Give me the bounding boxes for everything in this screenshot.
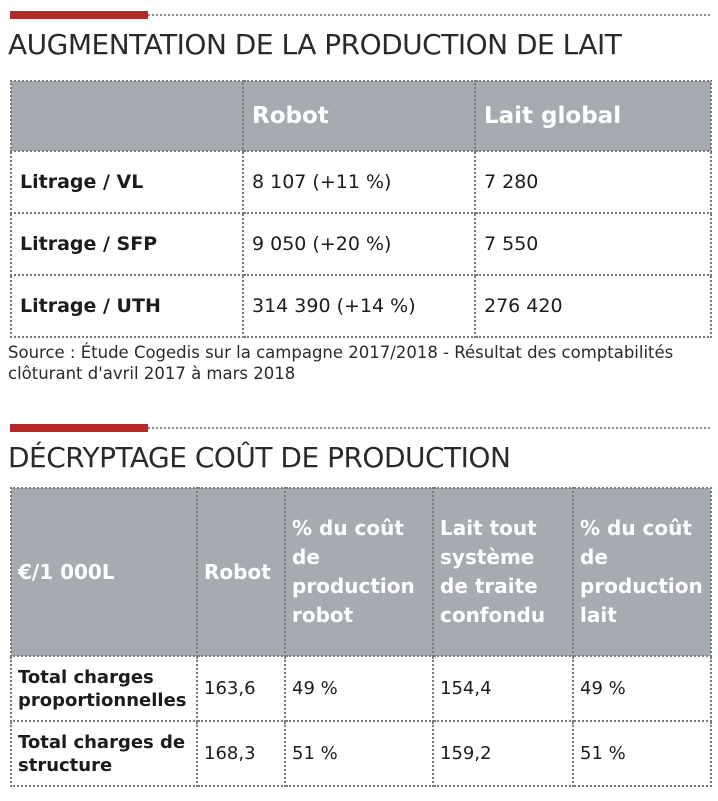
header-cell: €/1 000L (11, 488, 197, 656)
table-row (11, 151, 711, 213)
header-cell: Robot (243, 81, 475, 151)
table-cell: 51 % (573, 721, 711, 786)
table-cell: 7 280 (475, 151, 711, 213)
header-cell: Robot (197, 488, 285, 656)
header-cell: % du coût de production lait (573, 488, 711, 656)
table-cell: 159,2 (433, 721, 573, 786)
table-row (11, 275, 711, 337)
section2-dotted-rule (148, 427, 710, 429)
section2-accent-bar (10, 424, 148, 432)
row-label: Litrage / UTH (11, 275, 243, 337)
section1-dotted-rule (148, 14, 710, 16)
table-header-row (11, 81, 711, 151)
row-label: Litrage / SFP (11, 213, 243, 275)
source-note: Source : Étude Cogedis sur la campagne 2017/2018 - Résultat des comptabilités clôturant d'avril 2017 à mars 2018 (8, 343, 674, 383)
table-row (11, 721, 711, 786)
table-cell: 49 % (573, 656, 711, 721)
table-cell: 51 % (285, 721, 433, 786)
table-cell: 7 550 (475, 213, 711, 275)
header-cell: % du coût de production robot (285, 488, 433, 656)
table-cell: 276 420 (475, 275, 711, 337)
production-table (10, 80, 712, 338)
row-label: Total charges de structure (11, 721, 197, 786)
cost-table (10, 487, 712, 787)
table-cell: 163,6 (197, 656, 285, 721)
row-label: Litrage / VL (11, 151, 243, 213)
row-label: Total charges proportionnelles (11, 656, 197, 721)
table-cell: 168,3 (197, 721, 285, 786)
header-cell: Lait tout système de traite confondu (433, 488, 573, 656)
table-cell: 8 107 (+11 %) (243, 151, 475, 213)
section2-title: DÉCRYPTAGE COÛT DE PRODUCTION (8, 441, 511, 474)
table-row (11, 656, 711, 721)
header-cell (11, 81, 243, 151)
table-cell: 314 390 (+14 %) (243, 275, 475, 337)
section1-accent-bar (10, 11, 148, 19)
section1-title: AUGMENTATION DE LA PRODUCTION DE LAIT (8, 28, 622, 61)
table-cell: 9 050 (+20 %) (243, 213, 475, 275)
table-header-row (11, 488, 711, 656)
table-cell: 49 % (285, 656, 433, 721)
header-cell: Lait global (475, 81, 711, 151)
table-cell: 154,4 (433, 656, 573, 721)
table-row (11, 213, 711, 275)
